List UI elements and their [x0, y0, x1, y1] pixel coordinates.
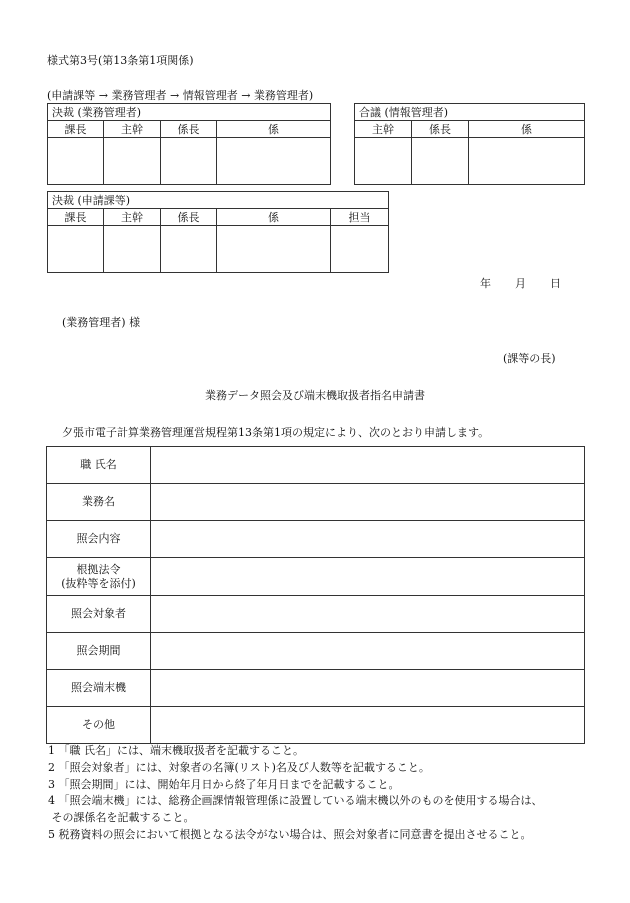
field-label-inquiry-content: 照会内容 [47, 521, 151, 558]
stamp-cell[interactable] [412, 138, 469, 185]
sender: (課等の長) [503, 352, 556, 365]
col-tanto: 担当 [331, 209, 389, 226]
col-shukan: 主幹 [104, 121, 161, 138]
form-number: 様式第3号(第13条第1項関係) [47, 54, 194, 67]
stamp-cell[interactable] [161, 226, 217, 273]
consultation-table [354, 103, 585, 185]
field-label-other: その他 [47, 707, 151, 744]
note-item: 5 税務資料の照会において根拠となる法令がない場合は、照会対象者に同意書を提出させること。 [48, 827, 532, 841]
field-label-period: 照会期間 [47, 633, 151, 670]
field-input-terminal[interactable] [151, 670, 585, 707]
field-label-name: 職 氏名 [47, 447, 151, 484]
col-shukan: 主幹 [355, 121, 412, 138]
stamp-cell[interactable] [217, 226, 331, 273]
col-kakaricho: 係長 [161, 209, 217, 226]
stamp-cell[interactable] [104, 226, 161, 273]
field-label-terminal: 照会端末機 [47, 670, 151, 707]
stamp-cell[interactable] [331, 226, 389, 273]
stamp-cell[interactable] [161, 138, 217, 185]
application-table [46, 446, 585, 744]
note-item: 2 「照会対象者」には、対象者の名簿(リスト)名及び人数等を記載すること。 [48, 760, 430, 774]
date-day: 日 [550, 277, 561, 290]
field-input-task[interactable] [151, 484, 585, 521]
date-month: 月 [515, 277, 526, 290]
stamp-cell[interactable] [104, 138, 161, 185]
field-label-legal-basis: 根拠法令 (抜粋等を添付) [47, 558, 151, 596]
field-label-subjects: 照会対象者 [47, 596, 151, 633]
consultation-title: 合議 (情報管理者) [355, 104, 585, 121]
intro-text: 夕張市電子計算業務管理運営規程第13条第1項の規定により、次のとおり申請します。 [62, 426, 490, 439]
col-kacho: 課長 [48, 121, 104, 138]
field-input-subjects[interactable] [151, 596, 585, 633]
note-item: その課係名を記載すること。 [48, 811, 195, 825]
note-item: 1 「職 氏名」には、端末機取扱者を記載すること。 [48, 744, 304, 757]
approval-applicant-title: 決裁 (申請課等) [48, 192, 389, 209]
col-shukan: 主幹 [104, 209, 161, 226]
col-kacho: 課長 [48, 209, 104, 226]
col-kakari: 係 [217, 121, 331, 138]
approval-flow: (申請課等 → 業務管理者 → 情報管理者 → 業務管理者) [47, 89, 314, 102]
stamp-cell[interactable] [469, 138, 585, 185]
addressee: (業務管理者) 様 [62, 316, 141, 329]
col-kakaricho: 係長 [412, 121, 469, 138]
field-input-legal-basis[interactable] [151, 558, 585, 596]
note-item: 4 「照会端末機」には、総務企画課情報管理係に設置している端末機以外のものを使用する場合は、 [48, 794, 543, 808]
field-label-task: 業務名 [47, 484, 151, 521]
date-year: 年 [480, 277, 491, 290]
field-input-other[interactable] [151, 707, 585, 744]
note-item: 3 「照会期間」には、開始年月日から終了年月日までを記載すること。 [48, 777, 400, 791]
stamp-cell[interactable] [217, 138, 331, 185]
col-kakari: 係 [469, 121, 585, 138]
col-kakari: 係 [217, 209, 331, 226]
col-kakaricho: 係長 [161, 121, 217, 138]
notes [48, 743, 608, 844]
field-input-name[interactable] [151, 447, 585, 484]
stamp-cell[interactable] [48, 138, 104, 185]
field-input-inquiry-content[interactable] [151, 521, 585, 558]
document-title: 業務データ照会及び端末機取扱者指名申請書 [205, 389, 425, 402]
field-input-period[interactable] [151, 633, 585, 670]
stamp-cell[interactable] [355, 138, 412, 185]
stamp-cell[interactable] [48, 226, 104, 273]
approval-applicant-table [47, 191, 389, 273]
approval-business-title: 決裁 (業務管理者) [48, 104, 331, 121]
approval-business-table [47, 103, 331, 185]
